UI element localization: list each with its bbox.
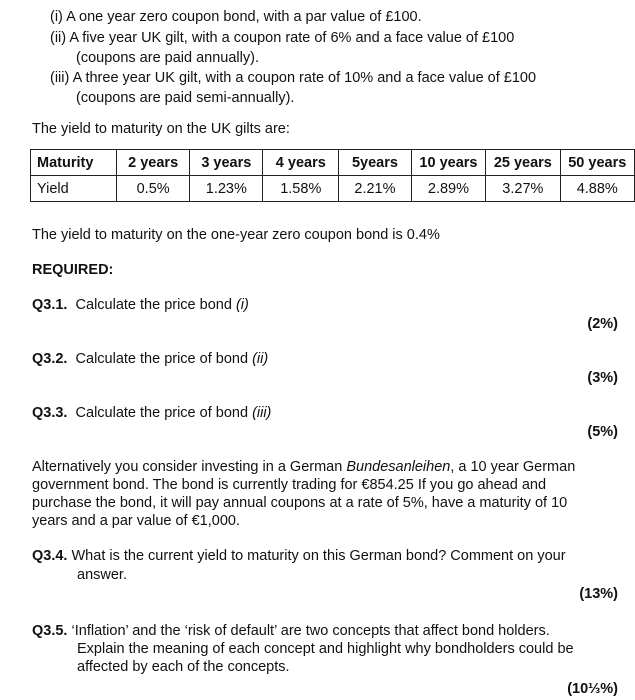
table-cell: 1.23% — [190, 176, 263, 202]
table-cell: 4.88% — [560, 176, 634, 202]
question-3-2-marks: (3%) — [587, 370, 618, 386]
question-3-1-marks: (2%) — [587, 316, 618, 332]
bond-text: A three year UK gilt, with a coupon rate of 10% and a face value of £100 — [72, 70, 537, 86]
question-3-5-line-2: Explain the meaning of each concept and highlight why bondholders could be — [77, 641, 574, 657]
german-bond-line-3: purchase the bond, it will pay annual coupons at a rate of 5%, have a maturity of 10 — [32, 495, 568, 511]
question-3-4-marks: (13%) — [579, 586, 618, 602]
table-header-row — [31, 150, 635, 176]
question-3-1 — [32, 296, 249, 314]
question-text: Calculate the price of bond — [75, 405, 253, 421]
bond-item-ii-continued: (coupons are paid annually). — [76, 50, 259, 66]
gilt-yield-intro: The yield to maturity on the UK gilts are: — [32, 121, 290, 137]
table-header-cell: 3 years — [190, 150, 263, 176]
german-bond-text: Alternatively you consider investing in a German — [32, 459, 347, 475]
question-text: ‘Inflation’ and the ‘risk of default’ are two concepts that affect bond holders. — [71, 623, 550, 639]
bond-reference: (i) — [235, 297, 249, 313]
bond-reference: (iii) — [252, 405, 272, 421]
table-cell: 2.21% — [339, 176, 412, 202]
question-number: Q3.1. — [32, 297, 68, 313]
question-number: Q3.2. — [32, 351, 68, 367]
bond-reference: (ii) — [252, 351, 269, 367]
german-bond-line-2: government bond. The bond is currently trading for €854.25 If you go ahead and — [32, 477, 547, 493]
question-number: Q3.4. — [32, 548, 68, 564]
table-cell: Yield — [31, 176, 117, 202]
table-header-cell: 4 years — [263, 150, 339, 176]
bundesanleihen-term: Bundesanleihen — [346, 459, 451, 475]
german-bond-line-4: years and a par value of €1,000. — [32, 513, 240, 529]
yield-table — [30, 149, 635, 202]
question-text: Calculate the price bond — [75, 297, 236, 313]
bond-text: A five year UK gilt, with a coupon rate of 6% and a face value of £100 — [69, 30, 515, 46]
bond-item-ii — [50, 29, 514, 47]
question-3-5 — [32, 622, 550, 640]
table-cell: 2.89% — [411, 176, 485, 202]
question-3-5-marks: (10⅓%) — [567, 681, 618, 697]
table-header-cell: 5years — [339, 150, 412, 176]
question-number: Q3.5. — [32, 623, 68, 639]
german-bond-line-1 — [32, 458, 575, 476]
bond-item-iii — [50, 69, 536, 87]
bond-text: A one year zero coupon bond, with a par value of £100. — [66, 9, 422, 25]
question-3-2 — [32, 350, 268, 368]
table-header-cell: 25 years — [486, 150, 560, 176]
german-bond-text: , a 10 year German — [450, 459, 576, 475]
bond-number: (i) — [50, 9, 63, 25]
table-header-cell: Maturity — [31, 150, 117, 176]
table-cell: 1.58% — [263, 176, 339, 202]
bond-item-i — [50, 8, 422, 26]
question-3-4-continued: answer. — [77, 567, 127, 583]
bond-item-iii-continued: (coupons are paid semi-annually). — [76, 90, 295, 106]
table-cell: 3.27% — [486, 176, 560, 202]
question-3-3-marks: (5%) — [587, 424, 618, 440]
bond-number: (iii) — [50, 70, 70, 86]
question-3-3 — [32, 404, 271, 422]
table-header-cell: 2 years — [117, 150, 190, 176]
table-cell: 0.5% — [117, 176, 190, 202]
table-row — [31, 176, 635, 202]
question-3-4 — [32, 547, 566, 565]
question-text: Calculate the price of bond — [75, 351, 253, 367]
question-3-5-line-3: affected by each of the concepts. — [77, 659, 290, 675]
table-header-cell: 10 years — [411, 150, 485, 176]
required-heading: REQUIRED: — [32, 262, 114, 278]
question-text: What is the current yield to maturity on this German bond? Comment on your — [71, 548, 566, 564]
question-number: Q3.3. — [32, 405, 68, 421]
table-header-cell: 50 years — [560, 150, 634, 176]
zero-coupon-yield-note: The yield to maturity on the one-year zero coupon bond is 0.4% — [32, 227, 440, 243]
bond-number: (ii) — [50, 30, 67, 46]
